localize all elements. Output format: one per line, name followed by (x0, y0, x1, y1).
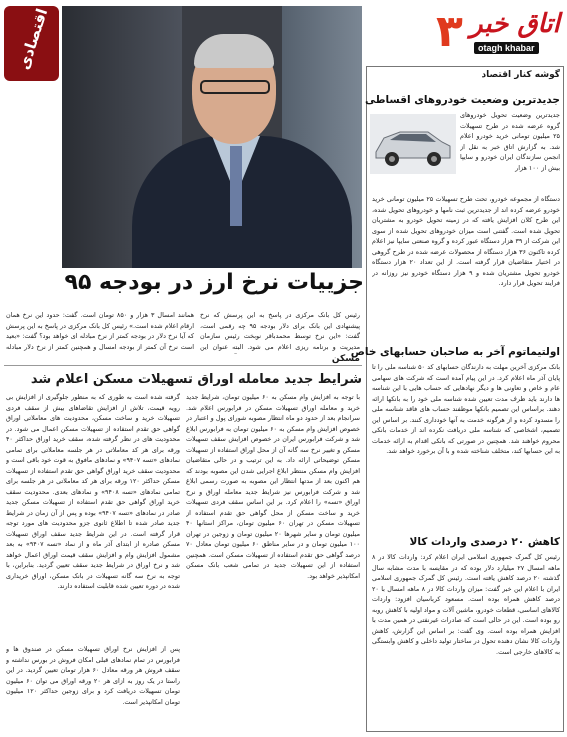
body-extra: پس از افزایش نرخ اوراق تسهیلات مسکن در صندوق ها و فرابورس در تمام نمادهای قبلی امکان فروش در بورس نداشته و سقف فروش هر ورقه معادل ۶۰ هزار تومان تعیین گردید. در این راستا در یک روز به ازای هر ۲۰ ورقه اوراق می توان ۶۰ میلیون تومان تسهیلات دریافت کرد و برای زوجین حداکثر ۱۲۰ میلیون تومان امکانپذیر است. (6, 645, 180, 706)
sidebar-title-cars: جدیدترین وضعیت خودروهای اقساطی (364, 94, 560, 106)
lead-photo (62, 6, 362, 268)
sidebar-title-accounts: اولتیماتوم آخر به صاحبان حسابهای خاص (350, 346, 560, 358)
sidebar-text-imports: رئیس کل گمرک جمهوری اسلامی ایران اعلام کرد: واردات کالا در ۸ ماهه امسال ۲۷ میلیارد دلار بوده که در مقایسه با مدت مشابه سال گذشته ۲۰ درصد کاهش یافته است. رئیس کل گمرک جمهوری اسلامی ایران با اعلام این خبر گفت: میزان واردات کالا در ۸ ماهه امسال با ۲۰ درصد کاهش همراه بوده است. مسعود کرباسیان افزود: واردات کالاهای اساسی، قطعات خودرو، ماشین آلات و مواد اولیه با کاهش روبه رو بوده است. این در حالی است که صادرات غیرنفتی در همین مدت با افزایش همراه بوده است. وی گفت: بر اساس این گزارش، کاهش واردات کالا نشان دهنده تحول در ساختار تولید داخلی و کاهش وابستگی به کالاهای خارجی است. (372, 553, 560, 656)
body-column-left: گرفته شده است به طوری که به منظور جلوگیری از افزایش بی رویه قیمت، تلاش از افزایش تقاضاهای بیش از سقف فردی تسهیلات خرید و ساخت مسکن، محدودیت های معاملاتی اوراق گواهی حق تقدم استفاده از تسهیلات مسکن اعمال می شود. در محدودیت های در نظر گرفته شده، سقف خرید اوراق حداکثر ۴۰ ورقه برای هر کد معاملاتی در هر جلسه معاملاتی برای تمامی نمادهای «تسه ۹۴۰۷» و نمادهای مافوق به قوت خود باقی است و محدودیت سقف خرید اوراق گواهی حق تقدم استفاده از تسهیلات مسکن حداکثر ۱۲۰ ورقه برای هر کد معاملاتی در هر جلسه برای تمامی نمادهای «تسه ۹۴۰۸» و نمادهای بعدی. محدودیت سقف خرید اوراق گواهی حق تقدم استفاده از تسهیلات مسکن جدید صادر در نمادهای «تسه ۹۴۰۷» بوده و پس از آن زمان در شرایط جدید صادر شده تا اطلاع ثانوی جزو محدودیت های مورد توجه قرار گرفته است. در این شرایط جدید سقف اوراق تسهیلات مسکن صادره از ابتدای آذر ماه و از نماد «تسه ۹۴۰۷» به بعد مشمول افزایش وام و افزایش سقف قیمت اوراق اعمال خواهد شد و نرخ اوراق در شرایط جدید سقف تعیین گردید. بنابراین، با توجه به نرخ سه گانه تسهیلات در بانک مسکن، اوراق خریداری شده در دوره تعیین شده قابلیت استفاده دارند. (6, 393, 180, 590)
brand-latin: otagh khabar (474, 42, 539, 54)
sidebar-text-cars-b: دستگاه از مجموعه خودرو، تحت طرح تسهیلات ۲۵ میلیون تومانی خرید خودرو عرضه کرده اند از جدیدترین ثبت نامها و خودروهای تحویل شده، این طرح کلان افزایش یافته که در زمینه تحویل خودرو به مشتریان تحویل شده است. گفتنی است میزان خودروهای تحویل شده از سوی این شرکت از ۳۹ هزار دستگاه عبور کرده و گروه صنعتی سایپا نیز اعلام کرده تاکنون ۳۶ هزار دستگاه از محصولات عرضه شده در طرح گروهی در اختیار متقاضیان قرار گرفته است. از این تعداد ۲۰ هزار دستگاه خودرو تحویل مشتریان شده و ۹ هزار دستگاه خودرو نیز روزانه در فرایند تحویل قرار دارد. (372, 195, 560, 287)
section-label: مسکن (331, 354, 360, 364)
body-column-right: با توجه به افزایش وام مسکن به ۶۰ میلیون تومان، شرایط جدید خرید و معامله اوراق تسهیلات مسکن در فرابورس اعلام شد. سرانجام بعد از حدود دو ماه انتظار مصوبه شورای پول و اعتبار در خصوص افزایش وام مسکن به ۶۰ میلیون تومان به فرابورس ابلاغ شد و شرکت فرابورس ایران در خصوص افزایش سقف تسهیلات مسکن و تغییر نرخ سه گانه آن از محل اوراق استفاده از تسهیلات مسکن توضیحاتی ارائه داد. به این ترتیب و در حالی متقاضیان افزایش وام مسکن منتظر ابلاغ اجرایی شدن این مصوبه بودند که هم اکنون بعد از مدتها انتظار این مصوبه به صورت رسمی ابلاغ شد و شرکت فرابورس نیز شرایط جدید معامله اوراق و نرخ اوراق «تسه» را اعلام کرد. بر این اساس سقف فردی تسهیلات خرید و ساخت مسکن از محل گواهی حق تقدم استفاده از تسهیلات مسکن در تهران ۶۰ میلیون تومان، مراکز استانها ۴۰ میلیون تومان و سایر شهرها ۲۰ میلیون تومان و زوجین در تهران ۱۰۰ میلیون تومان و در سایر مناطق ۶۰ میلیون تومان معادل ۷۰ درصد گواهی حق تقدم استفاده از تسهیلات مسکن است. همچنین استفاده از این تسهیلات جدید در تمامی شعب بانک مسکن امکانپذیر خواهد بود. (186, 393, 360, 580)
page-number: ۳ (436, 6, 463, 57)
brand-logo (436, 6, 564, 62)
lead-column-left: همانند امسال ۳ هزار و ۸۵۰ تومان است. گفت: حدود این نرخ همان ارقام اعلام شده است.» رئیس کل بانک مرکزی در پاسخ به این پرسش که آیا نرخ دلار در بودجه کمتر از نرخ مبادله ای خواهد بود؟ گفت: «بعید است نرخ آن کمتر از بودجه امسال و همچنین کمتر از نرخ دلار مبادله (6, 311, 194, 351)
lead-column-right: رئیس کل بانک مرکزی در پاسخ به این پرسش که نرخ پیشنهادی این بانک برای دلار بودجه ۹۵ چه رقمی است، گفت: «این نرخ توسط محمدباقر نوبخت رئیس سازمان مدیریت و برنامه ریزی اعلام می شود. البته عنوان این (200, 311, 360, 351)
section-badge (4, 6, 59, 81)
main-headline: جزییات نرخ ارز در بودجه ۹۵ (64, 270, 364, 295)
divider (4, 365, 362, 366)
sub-headline: شرایط جدید معامله اوراق تسهیلات مسکن اعلام شد (30, 372, 362, 387)
brand-title: اتاق خبر (470, 9, 560, 39)
car-image (370, 114, 456, 174)
sidebar-text-accounts: بانک مرکزی آخرین مهلت به دارندگان حسابهای کد ۵۰ شناسه ملی را تا پایان آذر ماه اعلام کرد. در این پیام آمده است که شرکت های سهامی عام و خاص و تعاونی ها و دیگر نهادهایی که حساب هایی با این شناسه ها دارند باید ظرف مدت تعیین شده شناسه ملی خود را به بانکها ارائه دهند. براساس این تصمیم بانکها موظفند حساب های فاقد شناسه ملی را مسدود کرده و از هرگونه خدمت به آنها خودداری کنند. بر اساس این تصمیم، اشخاصی که شناسه ملی دریافت نکرده اند از خدمات بانکی محروم خواهند شد. همچنین در صورتی که بانکی اقدام به ارائه خدمات به این حسابها کند، متخلف شناخته شده و با آن برخورد خواهد شد. (372, 363, 560, 455)
sidebar-kicker: گوشه کنار اقتصاد (481, 70, 560, 80)
section-badge-label: اقتصادی (14, 6, 52, 72)
sidebar-title-imports: کاهش ۲۰ درصدی واردات کالا (409, 536, 560, 548)
sidebar-text-cars-a: جدیدترین وضعیت تحویل خودروهای گروه عرضه شده در طرح تسهیلات ۲۵ میلیون تومانی خرید خودرو اعلام شد. به گزارش اتاق خبر به نقل از انجمن سازندگان ایران خودرو و سایپا بیش از ۱۰۰ هزار (460, 111, 560, 172)
